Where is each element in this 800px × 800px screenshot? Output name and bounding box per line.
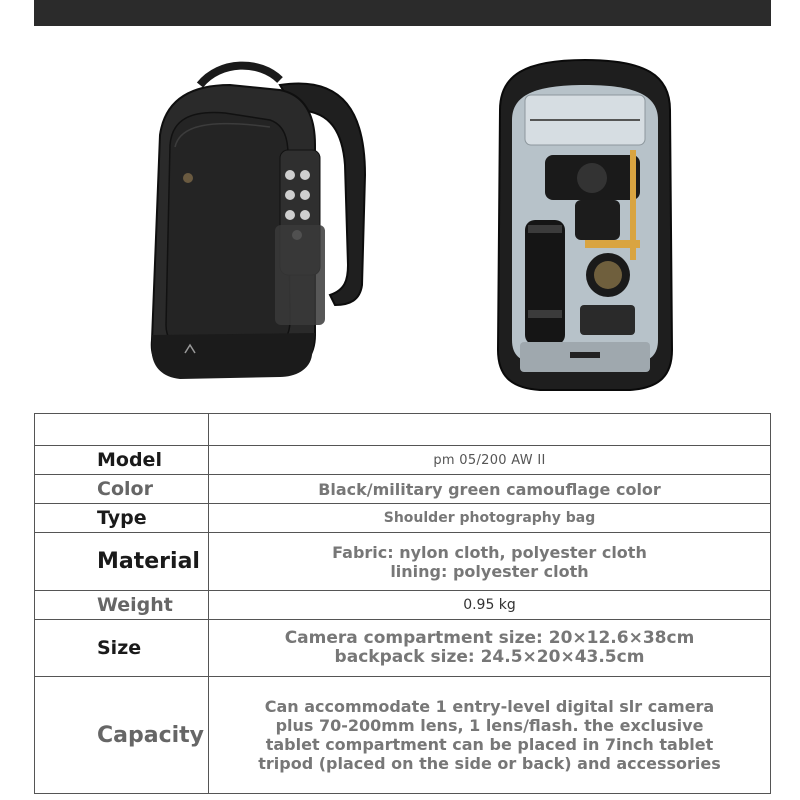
row-label-color: Color [35,475,209,504]
capacity-line-1: Can accommodate 1 entry-level digital slr camera [264,697,715,716]
size-line-2: backpack size: 24.5×20×43.5cm [334,647,645,667]
row-value-material [209,533,771,591]
size-line-1: Camera compartment size: 20×12.6×38cm [284,628,695,648]
table-row [35,591,771,620]
capacity-line-2: plus 70-200mm lens, 1 lens/flash. the exclusive [275,716,704,735]
table-row [35,446,771,475]
capacity-line-4: tripod (placed on the side or back) and accessories [258,754,721,773]
header-value [209,414,771,446]
row-label-size: Size [35,620,209,677]
material-line-2: lining: polyester cloth [390,561,589,581]
row-label-model: Model [35,446,209,475]
row-label-capacity: Capacity [35,677,209,794]
row-label-weight: Weight [35,591,209,620]
table-row [35,504,771,533]
row-value-capacity [209,677,771,794]
row-value-color: Black/military green camouflage color [209,475,771,504]
spec-table [34,413,771,794]
backpack-front-image [130,55,400,385]
row-value-type: Shoulder photography bag [209,504,771,533]
row-value-model: pm 05/200 AW II [209,446,771,475]
row-value-weight: 0.95 kg [209,591,771,620]
table-header-row [35,414,771,446]
top-banner [34,0,771,26]
row-label-material: Material [35,533,209,591]
capacity-line-3: tablet compartment can be placed in 7inch tablet [265,735,714,754]
table-row [35,677,771,794]
table-row [35,620,771,677]
material-line-1: Fabric: nylon cloth, polyester cloth [332,542,647,562]
table-row [35,533,771,591]
row-value-size [209,620,771,677]
row-label-type: Type [35,504,209,533]
header-label [35,414,209,446]
table-row [35,475,771,504]
backpack-open-image [480,50,690,395]
